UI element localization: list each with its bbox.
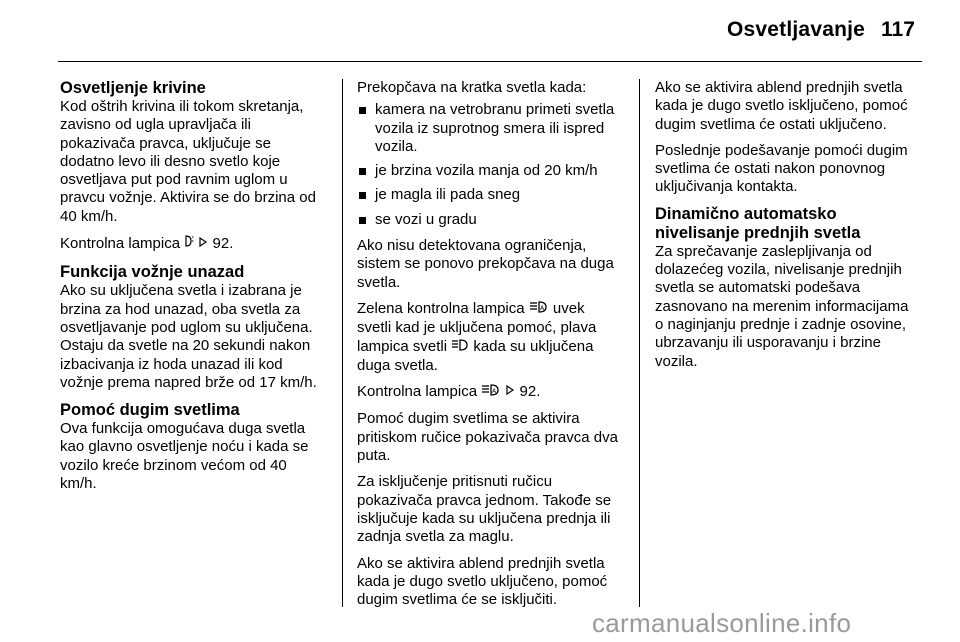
- high-beam-assist-icon: [529, 302, 553, 317]
- paragraph: Za isključenje pritisnuti ručicu pokazivača pravca jednom. Takođe se isključuje kada su uključena prednja ili zadnja svetla za maglu.: [357, 473, 612, 546]
- paragraph-text: uvek svetli kad je uključena pomoć, plava lampica svetli: [357, 299, 597, 355]
- control-light-label: Kontrolna lampica: [60, 235, 181, 253]
- control-light-label: Kontrolna lampica: [357, 383, 478, 401]
- page-reference-number[interactable]: 92.: [519, 383, 541, 401]
- section-headlight-leveling: [655, 205, 919, 371]
- high-beam-icon: [451, 340, 473, 355]
- paragraph: Poslednje podešavanje pomoći dugim svetlima će ostati nakon ponovnog uključivanja kontakta.: [655, 141, 908, 196]
- control-light-reference: [60, 234, 324, 254]
- section-heading: Dinamično automatsko nivelisanje prednjih svetla: [655, 204, 861, 242]
- watermark: carmanualsonline.info: [592, 608, 852, 638]
- page-header: [0, 0, 960, 62]
- page-title: Osvetljavanje: [727, 18, 866, 41]
- list-item: [357, 211, 621, 229]
- paragraph: Ako se aktivira ablend prednjih svetla kada je dugo svetlo isključeno, pomoć dugim svetlima će ostati uključeno.: [655, 79, 908, 133]
- list-item: [357, 162, 621, 180]
- list-item-text: je brzina vozila manja od 20 km/h: [375, 162, 598, 180]
- paragraph: Ako se aktivira ablend prednjih svetla kada je dugo svetlo uključeno, pomoć dugim svetlima će se isključiti.: [357, 554, 608, 609]
- section-text: Kod oštrih krivina ili tokom skretanja, zavisno od ugla upravljača ili pokazivača pravca, uključuje se dodatno levo ili desno svetlo koje osvetljava put pod ravnim uglom u pravcu vožnje. Aktivira se do brzina od 40 km/h.: [60, 98, 316, 225]
- page-reference-number[interactable]: 92.: [212, 235, 234, 253]
- section-cornering-light: [60, 79, 324, 254]
- bullet-icon: [359, 217, 366, 224]
- cornering-light-icon: [184, 237, 198, 252]
- section-heading: Osvetljenje krivine: [60, 79, 206, 97]
- column-divider: [342, 79, 343, 607]
- paragraph-text: Zelena kontrolna lampica: [357, 299, 525, 317]
- list-item-text: se vozi u gradu: [375, 210, 477, 228]
- paragraph: Ako nisu detektovana ograničenja, sistem se ponovo prekopčava na duga svetla.: [357, 237, 614, 291]
- section-high-beam-assist: [60, 401, 324, 493]
- column-2: [357, 79, 621, 617]
- paragraph: Pomoć dugim svetlima se aktivira pritiskom ručice pokazivača pravca dva puta.: [357, 410, 618, 465]
- page-reference-icon: [198, 237, 212, 252]
- bullet-icon: [359, 192, 366, 199]
- conditions-list: [357, 101, 621, 229]
- section-heading: Pomoć dugim svetlima: [60, 401, 240, 420]
- bullet-icon: [359, 168, 366, 175]
- list-item: [357, 186, 621, 204]
- page-number: 117: [881, 18, 915, 41]
- control-light-reference: [357, 383, 621, 402]
- column-1: [60, 79, 324, 502]
- indicator-paragraph: [357, 300, 621, 375]
- section-reverse-function: [60, 263, 324, 392]
- page-reference-icon: [505, 385, 519, 400]
- list-item-text: kamera na vetrobranu primeti svetla vozila iz suprotnog smera ili ispred vozila.: [375, 101, 615, 155]
- list-intro: Prekopčava na kratka svetla kada:: [357, 79, 587, 96]
- section-text: Ova funkcija omogućava duga svetla kao glavno osvetljenje noću i kada se vozilo kreće brzinom većom od 40 km/h.: [60, 420, 309, 493]
- svg-text:A: A: [492, 388, 497, 396]
- paragraph-text: kada su uključena duga svetla.: [357, 337, 594, 374]
- section-text: Ako su uključena svetla i izabrana je brzina za hod unazad, oba svetla za osvetljavanje pod uglom su uključena. Ostaju da svetle na 20 sekundi nakon izbacivanja iz hoda unazad ili kod vožnje prema napred brže od 17 km/h.: [60, 282, 317, 391]
- high-beam-assist-icon: [481, 385, 505, 400]
- bullet-icon: [359, 107, 366, 114]
- column-divider: [639, 79, 640, 607]
- section-text: Za sprečavanje zaslepljivanja od dolazećeg vozila, nivelisanje prednjih svetla se automatski podešava zasnovano na merenim informacijama o naginjanju prednje i zadnje osovine, ubrzavanju ili usporavanju i brzine vozila.: [655, 242, 909, 370]
- section-heading: Funkcija vožnje unazad: [60, 263, 245, 282]
- list-item-text: je magla ili pada sneg: [375, 186, 521, 204]
- list-item: [357, 101, 621, 156]
- svg-text:A: A: [539, 304, 544, 312]
- column-3: [655, 79, 919, 380]
- header-rule: [58, 61, 922, 62]
